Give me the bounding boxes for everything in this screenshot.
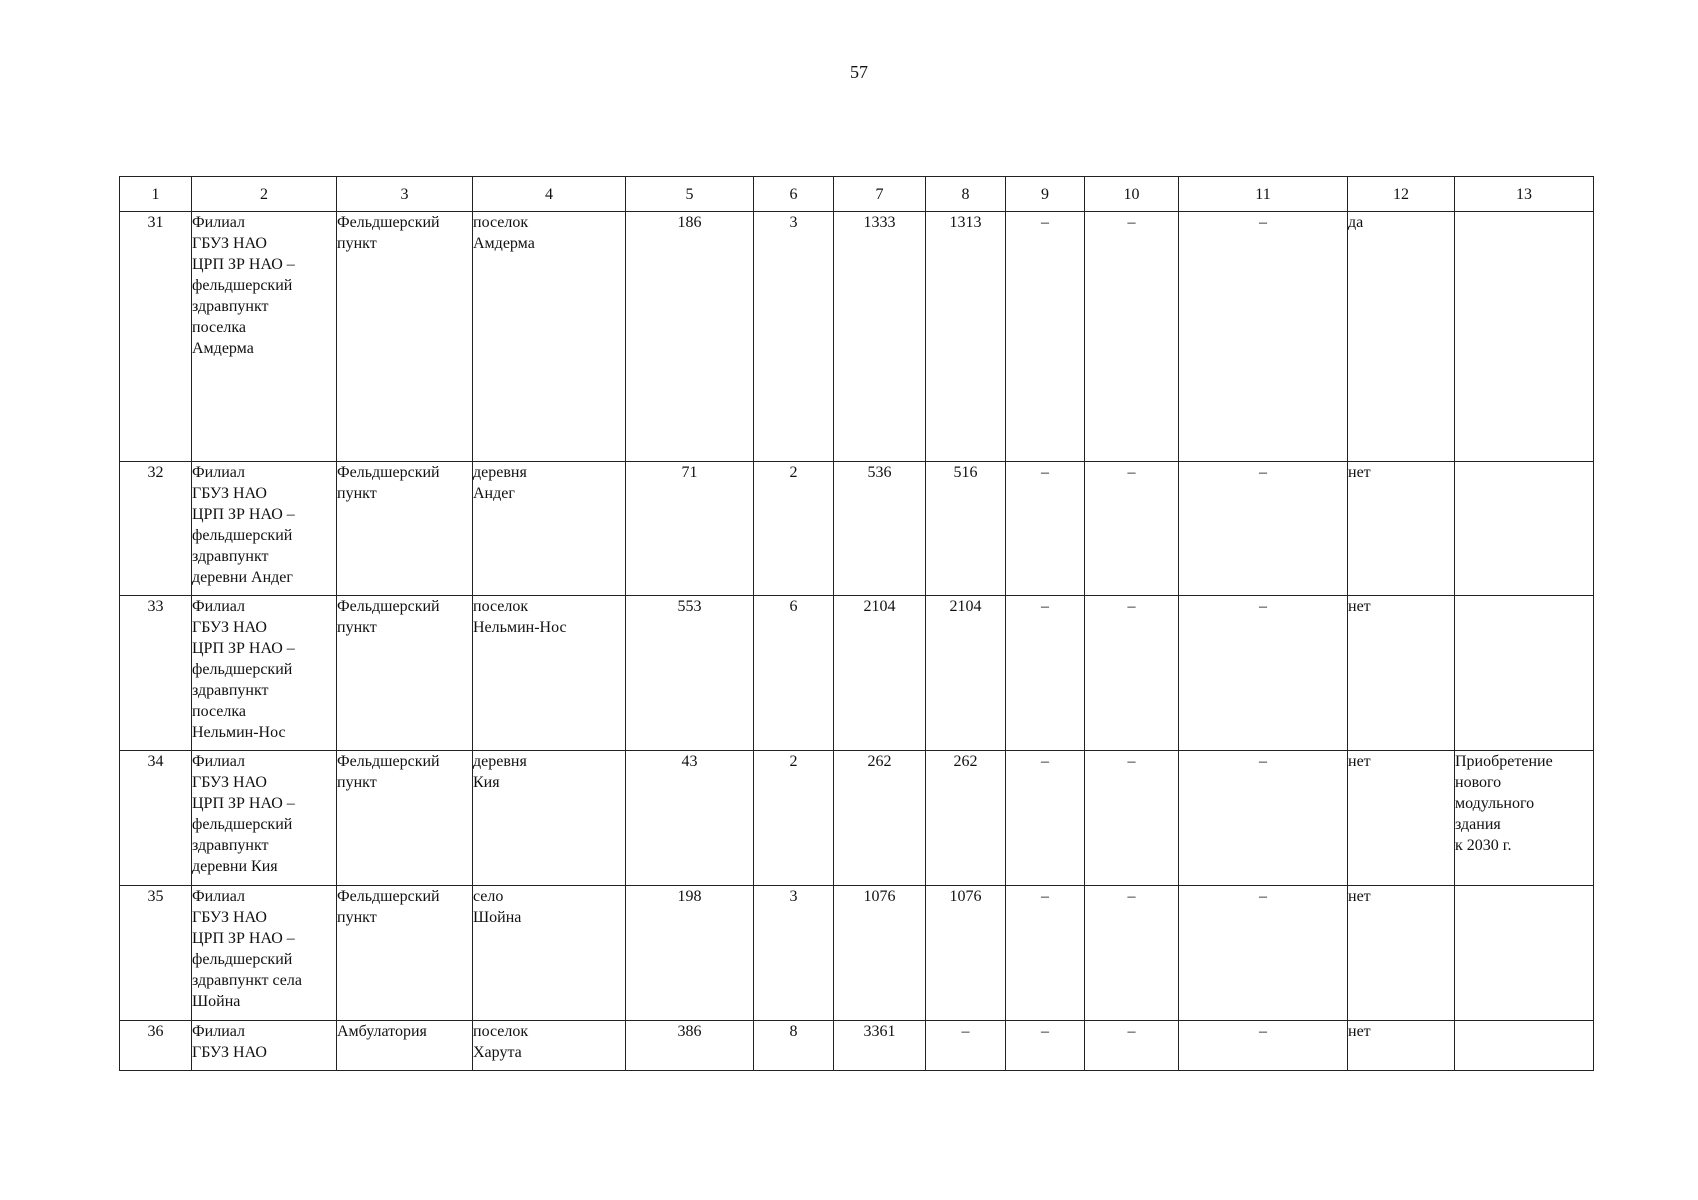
column-header: 1 [120,177,192,212]
facility-type-cell: Фельдшерский пункт [337,212,473,462]
facilities-table [119,176,1594,1071]
row-number-cell: 32 [120,462,192,596]
facility-name-cell: Филиал ГБУЗ НАО [192,1021,337,1071]
value-cell: 516 [926,462,1006,596]
facility-name-cell: Филиал ГБУЗ НАО ЦРП ЗР НАО – фельдшерский здравпункт села Шойна [192,886,337,1021]
facility-type-cell: Амбулатория [337,1021,473,1071]
table-row [120,751,1594,886]
facility-type-cell: Фельдшерский пункт [337,462,473,596]
table-row [120,212,1594,462]
settlement-cell: деревня Кия [473,751,626,886]
value-cell: 1076 [926,886,1006,1021]
value-cell: 386 [626,1021,754,1071]
value-cell: – [1006,212,1085,462]
page-number: 57 [850,62,868,82]
settlement-cell: село Шойна [473,886,626,1021]
column-header: 13 [1455,177,1594,212]
value-cell: 3 [754,886,834,1021]
value-cell: 262 [834,751,926,886]
value-cell: 8 [754,1021,834,1071]
column-header: 3 [337,177,473,212]
value-cell: 2 [754,462,834,596]
settlement-cell: деревня Андег [473,462,626,596]
status-cell: нет [1348,462,1455,596]
column-header: 6 [754,177,834,212]
facility-type-cell: Фельдшерский пункт [337,596,473,751]
facility-name-cell: Филиал ГБУЗ НАО ЦРП ЗР НАО – фельдшерский здравпункт деревни Кия [192,751,337,886]
table-row [120,1021,1594,1071]
value-cell: – [1006,596,1085,751]
note-cell [1455,212,1594,462]
value-cell: – [1179,596,1348,751]
table-row [120,886,1594,1021]
settlement-cell: поселок Амдерма [473,212,626,462]
settlement-cell: поселок Харута [473,1021,626,1071]
column-header: 4 [473,177,626,212]
column-header: 8 [926,177,1006,212]
value-cell: 553 [626,596,754,751]
settlement-cell: поселок Нельмин-Нос [473,596,626,751]
status-cell: нет [1348,886,1455,1021]
column-header: 5 [626,177,754,212]
value-cell: – [1179,1021,1348,1071]
value-cell: 2104 [834,596,926,751]
table-header-row [120,177,1594,212]
note-cell [1455,462,1594,596]
facility-type-cell: Фельдшерский пункт [337,886,473,1021]
value-cell: 536 [834,462,926,596]
value-cell: 6 [754,596,834,751]
column-header: 7 [834,177,926,212]
value-cell: 2 [754,751,834,886]
value-cell: 3 [754,212,834,462]
value-cell: 1333 [834,212,926,462]
status-cell: нет [1348,751,1455,886]
value-cell: – [1085,462,1179,596]
value-cell: – [1179,886,1348,1021]
value-cell: – [1085,212,1179,462]
value-cell: – [1006,751,1085,886]
facility-name-cell: Филиал ГБУЗ НАО ЦРП ЗР НАО – фельдшерский здравпункт поселка Нельмин-Нос [192,596,337,751]
row-number-cell: 35 [120,886,192,1021]
status-cell: нет [1348,1021,1455,1071]
column-header: 9 [1006,177,1085,212]
table-row [120,596,1594,751]
status-cell: да [1348,212,1455,462]
value-cell: – [1085,751,1179,886]
note-cell [1455,886,1594,1021]
table-row [120,462,1594,596]
note-cell: Приобретение нового модульного здания к 2030 г. [1455,751,1594,886]
value-cell: – [1006,886,1085,1021]
value-cell: – [1085,1021,1179,1071]
value-cell: – [1179,751,1348,886]
value-cell: – [1179,212,1348,462]
row-number-cell: 33 [120,596,192,751]
value-cell: 1313 [926,212,1006,462]
value-cell: 3361 [834,1021,926,1071]
value-cell: 2104 [926,596,1006,751]
value-cell: 71 [626,462,754,596]
value-cell: 262 [926,751,1006,886]
value-cell: – [1179,462,1348,596]
value-cell: 43 [626,751,754,886]
note-cell [1455,1021,1594,1071]
column-header: 10 [1085,177,1179,212]
facility-name-cell: Филиал ГБУЗ НАО ЦРП ЗР НАО – фельдшерский здравпункт деревни Андег [192,462,337,596]
value-cell: – [1006,1021,1085,1071]
value-cell: – [926,1021,1006,1071]
column-header: 2 [192,177,337,212]
column-header: 12 [1348,177,1455,212]
value-cell: 186 [626,212,754,462]
row-number-cell: 31 [120,212,192,462]
value-cell: – [1006,462,1085,596]
note-cell [1455,596,1594,751]
column-header: 11 [1179,177,1348,212]
row-number-cell: 36 [120,1021,192,1071]
value-cell: – [1085,886,1179,1021]
value-cell: 198 [626,886,754,1021]
row-number-cell: 34 [120,751,192,886]
value-cell: 1076 [834,886,926,1021]
facility-type-cell: Фельдшерский пункт [337,751,473,886]
facility-name-cell: Филиал ГБУЗ НАО ЦРП ЗР НАО – фельдшерский здравпункт поселка Амдерма [192,212,337,462]
value-cell: – [1085,596,1179,751]
status-cell: нет [1348,596,1455,751]
